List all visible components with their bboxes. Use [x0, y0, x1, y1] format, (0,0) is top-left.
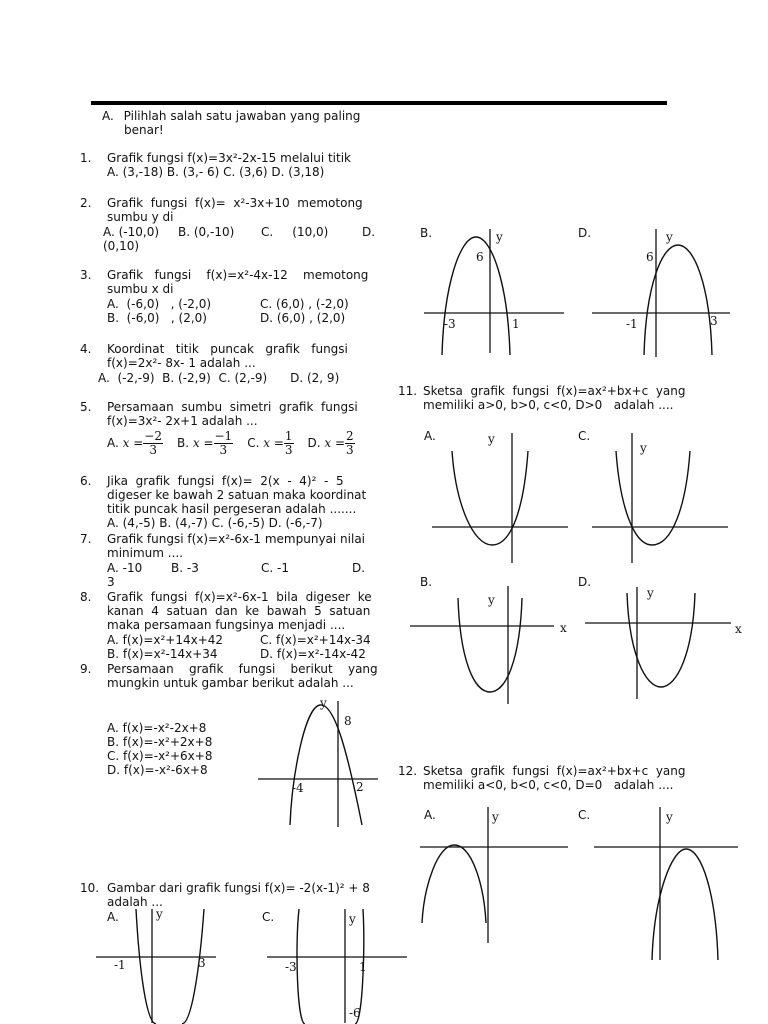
y-intercept-label: 6: [646, 250, 654, 264]
option-c: C. -1: [261, 561, 289, 575]
question-number: 6.: [80, 474, 92, 488]
y-label: y: [666, 230, 673, 244]
instruction-line2: benar!: [124, 123, 164, 137]
question-text-line3: maka persamaan fungsinya menjadi ....: [107, 618, 346, 632]
root-right-label: 2: [356, 780, 364, 794]
question-text-line2: kanan 4 satuan dan ke bawah 5 satuan: [107, 604, 371, 618]
question-text-line1: Sketsa grafik fungsi f(x)=ax²+bx+c yang: [423, 384, 686, 398]
question-text-line2: f(x)=3x²- 2x+1 adalah ...: [107, 414, 258, 428]
answer-options: A. (3,-18) B. (3,- 6) C. (3,6) D. (3,18): [107, 165, 325, 179]
q10-graph-c: [265, 905, 410, 1024]
y-label: y: [320, 696, 327, 710]
root-right-label: 1: [359, 960, 367, 974]
y-label: y: [647, 586, 654, 600]
option-d: D. x = $\frac{2}{3}$: [307, 429, 354, 457]
y-label: y: [492, 810, 499, 824]
option-d: D. f(x)=x²-14x-42: [260, 647, 366, 661]
option-a: A. x = $\frac{-2}{3}$: [107, 429, 162, 457]
instruction-line1: Pilihlah salah satu jawaban yang paling: [123, 109, 361, 123]
question-text-line1: Persamaan grafik fungsi berikut yang: [107, 662, 378, 676]
root-left-label: -4: [292, 781, 304, 795]
parabola-curve: [616, 451, 690, 545]
q12-option-c-label: C.: [578, 808, 591, 822]
option-a: A. f(x)=x²+14x+42: [107, 633, 224, 647]
root-left-label: -1: [114, 958, 126, 972]
question-text-line2: sumbu x di: [107, 282, 174, 296]
question-text-line3: titik puncak hasil pergeseran adalah .......: [107, 502, 357, 516]
header-rule: [91, 101, 667, 105]
question-number: 1.: [80, 151, 92, 165]
y-label: y: [666, 810, 673, 824]
q10-option-c-label: C.: [262, 910, 275, 924]
option-d: D. (6,0) , (2,0): [260, 311, 346, 325]
option-a: A. (-10,0): [103, 225, 160, 239]
parabola-curve: [458, 598, 522, 692]
q11-option-c-label: C.: [578, 429, 591, 443]
option-a: A. (-6,0) , (-2,0): [107, 297, 212, 311]
question-text-line1: Jika grafik fungsi f(x)= 2(x - 4)² - 5: [107, 474, 344, 488]
question-text-line1: Koordinat titik puncak grafik fungsi: [107, 342, 348, 356]
answer-options: A. (4,-5) B. (4,-7) C. (-6,-5) D. (-6,-7): [107, 516, 323, 530]
root-right-label: 1: [512, 317, 520, 331]
section-letter: A.: [102, 109, 114, 123]
y-label: y: [488, 593, 495, 607]
question-text: Grafik fungsi f(x)=3x²-2x-15 melalui titik: [107, 151, 352, 165]
q10-option-b-label: B.: [420, 226, 433, 240]
option-d: D.: [362, 225, 376, 239]
question-text-line2: f(x)=2x²- 8x- 1 adalah ...: [107, 356, 256, 370]
y-label: y: [156, 907, 163, 921]
option-b: B. (-6,0) , (2,0): [107, 311, 207, 325]
root-right-label: 3: [198, 956, 206, 970]
question-number: 12.: [398, 764, 418, 778]
question-text-line2: adalah ...: [107, 895, 163, 909]
option-a: A. f(x)=-x²-2x+8: [107, 721, 207, 735]
y-label: y: [349, 912, 356, 926]
q11-graph-b: [408, 580, 573, 705]
q10-option-a-label: A.: [107, 910, 119, 924]
q10-graph-d: [590, 225, 735, 358]
root-left-label: -3: [444, 317, 456, 331]
option-b: B. f(x)=x²-14x+34: [107, 647, 218, 661]
option-c: C. x = $\frac{1}{3}$: [247, 429, 293, 457]
question-text-line1: Sketsa grafik fungsi f(x)=ax²+bx+c yang: [423, 764, 686, 778]
fraction-options: [107, 430, 355, 457]
y-label: y: [640, 441, 647, 455]
option-b: B. -3: [171, 561, 199, 575]
parabola-curve: [452, 451, 528, 545]
q10-graph-b: [422, 225, 567, 358]
parabola-curve: [652, 849, 718, 960]
question-number: 11.: [398, 384, 418, 398]
option-c: C. f(x)=x²+14x-34: [260, 633, 371, 647]
option-a: A. -10: [107, 561, 143, 575]
question-text-line1: Persamaan sumbu simetri grafik fungsi: [107, 400, 358, 414]
q11-graph-d: [583, 583, 748, 708]
q12-graph-c: [592, 805, 742, 965]
question-text-line1: Grafik fungsi f(x)=x²-4x-12 memotong: [107, 268, 369, 282]
root-right-label: 3: [710, 314, 718, 328]
question-number: 2.: [80, 196, 92, 210]
question-text-line2: minimum ....: [107, 546, 184, 560]
question-number: 4.: [80, 342, 92, 356]
question-text-line2: sumbu y di: [107, 210, 174, 224]
q11-option-d-label: D.: [578, 575, 592, 589]
question-number: 3.: [80, 268, 92, 282]
question-number: 5.: [80, 400, 92, 414]
root-left-label: -3: [285, 960, 297, 974]
q11-graph-a: [430, 427, 570, 567]
option-d: D. f(x)=-x²-6x+8: [107, 763, 208, 777]
question-text-line2: digeser ke bawah 2 satuan maka koordinat: [107, 488, 367, 502]
question-number: 10.: [80, 881, 100, 895]
question-number: 9.: [80, 662, 92, 676]
x-label: x: [735, 622, 742, 636]
parabola-curve: [136, 909, 204, 1024]
q9-graph: [250, 695, 380, 830]
parabola-curve: [644, 245, 712, 355]
x-label: x: [560, 621, 567, 635]
y-label: y: [488, 432, 495, 446]
question-text-line1: Grafik fungsi f(x)= x²-3x+10 memotong: [107, 196, 363, 210]
q12-graph-a: [418, 805, 570, 950]
y-intercept-label: -6: [349, 1006, 361, 1020]
option-d-value: 3: [107, 575, 115, 589]
option-b: B. f(x)=-x²+2x+8: [107, 735, 213, 749]
y-label: y: [496, 230, 503, 244]
question-text-line1: Grafik fungsi f(x)=x²-6x-1 bila digeser ke: [107, 590, 372, 604]
section-instruction: [102, 109, 372, 137]
option-b: B. x = $\frac{-1}{3}$: [176, 429, 233, 457]
question-text-line1: Gambar dari grafik fungsi f(x)= -2(x-1)² + 8: [107, 881, 370, 895]
q12-option-a-label: A.: [424, 808, 436, 822]
parabola-curve: [422, 845, 486, 923]
option-c: C. (10,0): [261, 225, 329, 239]
y-intercept-label: 6: [476, 250, 484, 264]
option-b: B. (0,-10): [178, 225, 235, 239]
question-text-line2: memiliki a>0, b>0, c<0, D>0 adalah ....: [423, 398, 674, 412]
question-number: 8.: [80, 590, 92, 604]
q11-option-a-label: A.: [424, 429, 436, 443]
question-text-line2: mungkin untuk gambar berikut adalah ...: [107, 676, 354, 690]
answer-options: A. (-2,-9) B. (-2,9) C. (2,-9) D. (2, 9): [98, 371, 340, 385]
question-text-line2: memiliki a<0, b<0, c<0, D=0 adalah ....: [423, 778, 674, 792]
root-left-label: -1: [626, 317, 638, 331]
y-intercept-label: 8: [344, 714, 352, 728]
q10-option-d-label: D.: [578, 226, 592, 240]
question-number: 7.: [80, 532, 92, 546]
option-c: C. f(x)=-x²+6x+8: [107, 749, 213, 763]
option-d-value: (0,10): [103, 239, 140, 253]
q11-option-b-label: B.: [420, 575, 433, 589]
question-text-line1: Grafik fungsi f(x)=x²-6x-1 mempunyai nilai: [107, 532, 366, 546]
option-d: D.: [352, 561, 366, 575]
q11-graph-c: [590, 427, 730, 567]
option-c: C. (6,0) , (-2,0): [260, 297, 349, 311]
q10-graph-a: [94, 905, 219, 1024]
